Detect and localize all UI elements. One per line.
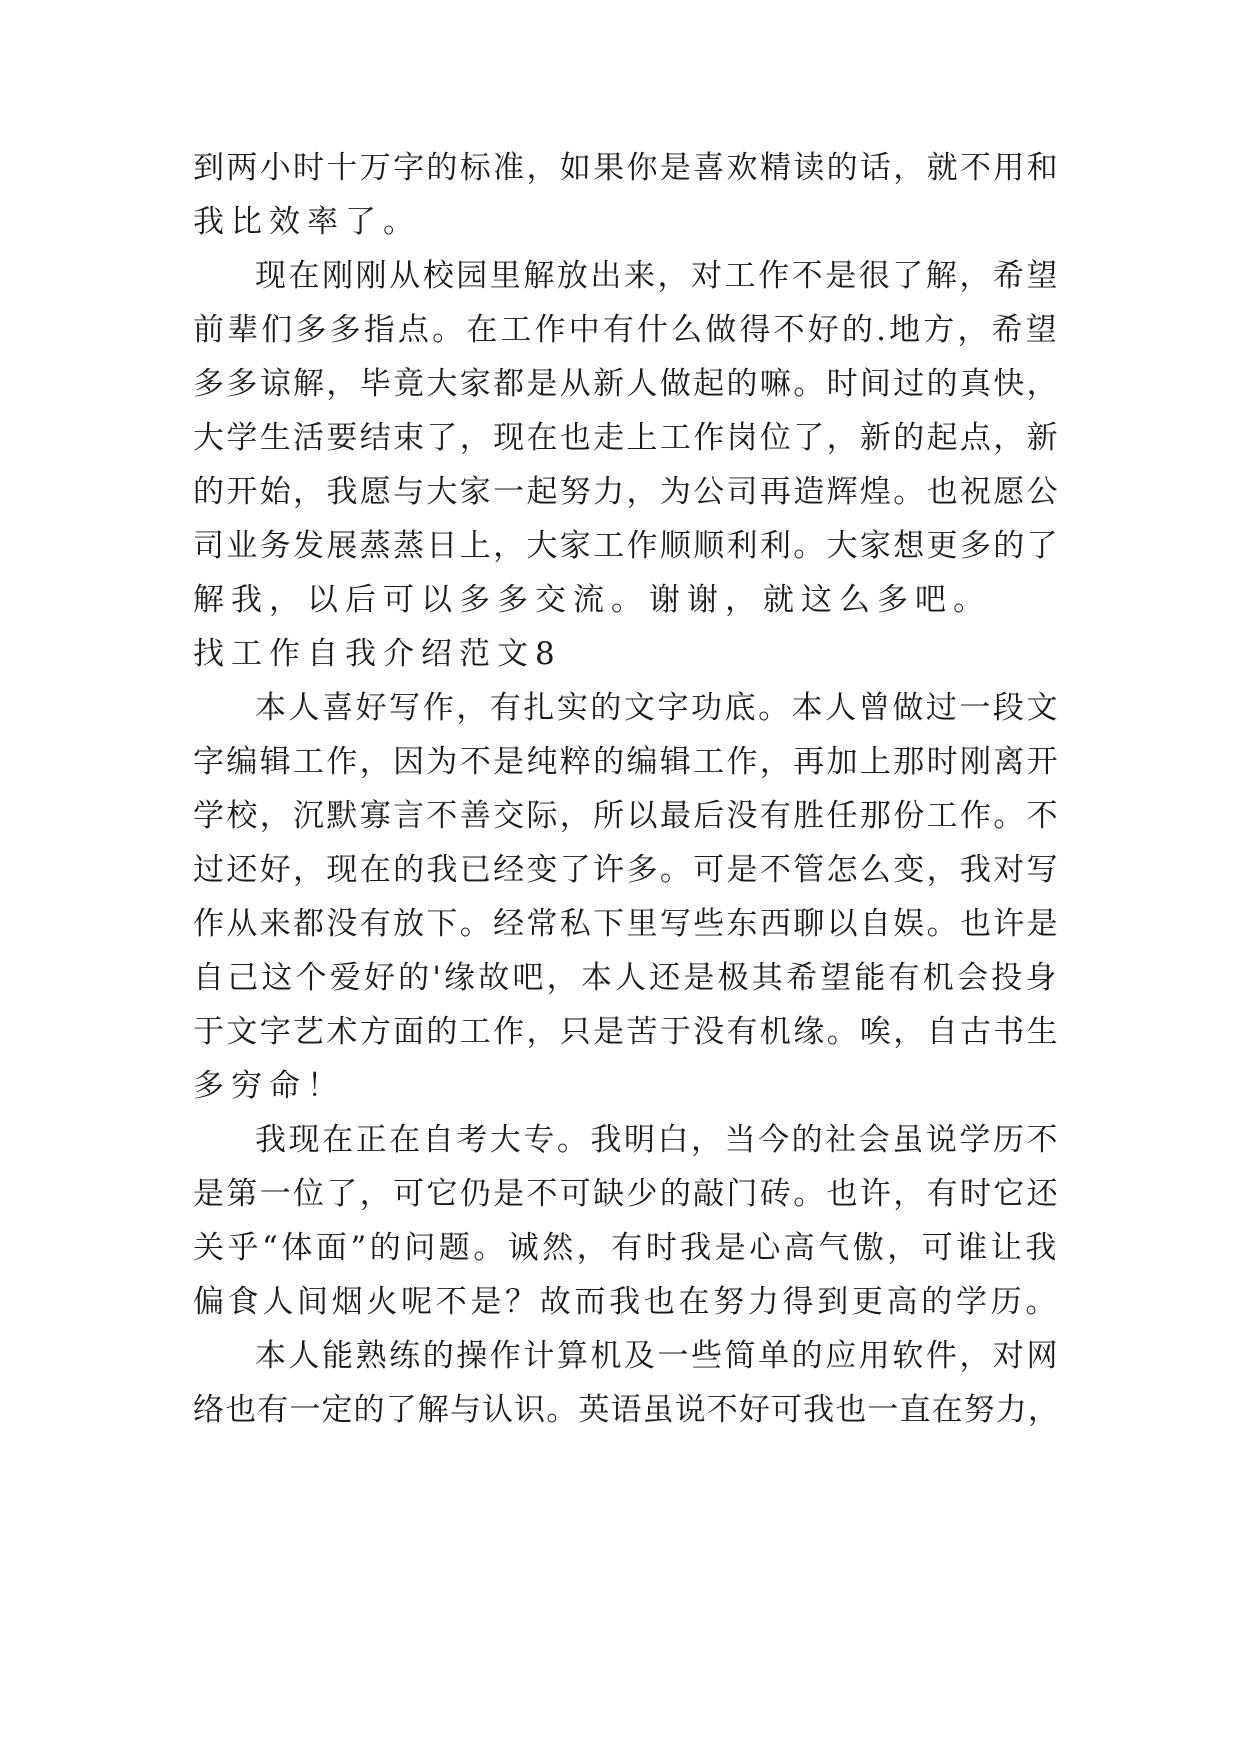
text-line: 的开始，我愿与大家一起努力，为公司再造辉煌。也祝愿公 bbox=[193, 474, 1060, 510]
text-line: 字编辑工作，因为不是纯粹的编辑工作，再加上那时刚离开 bbox=[193, 744, 1060, 780]
paragraph-first-line: 本人喜好写作，有扎实的文字功底。本人曾做过一段文 bbox=[255, 690, 1060, 726]
text-line: 解我，以后可以多多交流。谢谢，就这么多吧。 bbox=[193, 582, 991, 618]
text-line: 关乎“体面”的问题。诚然，有时我是心高气傲，可谁让我 bbox=[193, 1230, 1060, 1266]
text-line: 多穷命！ bbox=[193, 1068, 345, 1104]
text-line: 学校，沉默寡言不善交际，所以最后没有胜任那份工作。不 bbox=[193, 798, 1060, 834]
text-line: 到两小时十万字的标准，如果你是喜欢精读的话，就不用和 bbox=[193, 150, 1060, 186]
text-line: 络也有一定的了解与认识。英语虽说不好可我也一直在努力， bbox=[193, 1392, 1060, 1428]
text-line: 过还好，现在的我已经变了许多。可是不管怎么变，我对写 bbox=[193, 852, 1060, 888]
text-line: 多多谅解，毕竟大家都是从新人做起的嘛。时间过的真快， bbox=[193, 366, 1060, 402]
text-line: 司业务发展蒸蒸日上，大家工作顺顺利利。大家想更多的了 bbox=[193, 528, 1060, 564]
paragraph-first-line: 本人能熟练的操作计算机及一些简单的应用软件，对网 bbox=[255, 1338, 1060, 1374]
text-line: 前辈们多多指点。在工作中有什么做得不好的.地方，希望 bbox=[193, 312, 1060, 348]
text-line: 偏食人间烟火呢不是？故而我也在努力得到更高的学历。 bbox=[193, 1284, 1060, 1320]
section-heading: 找工作自我介绍范文8 bbox=[193, 636, 562, 672]
text-line: 自己这个爱好的'缘故吧，本人还是极其希望能有机会投身 bbox=[193, 960, 1060, 996]
text-line: 大学生活要结束了，现在也走上工作岗位了，新的起点，新 bbox=[193, 420, 1060, 456]
paragraph-first-line: 现在刚刚从校园里解放出来，对工作不是很了解，希望 bbox=[255, 258, 1060, 294]
paragraph-first-line: 我现在正在自考大专。我明白，当今的社会虽说学历不 bbox=[255, 1122, 1060, 1158]
text-line: 是第一位了，可它仍是不可缺少的敲门砖。也许，有时它还 bbox=[193, 1176, 1060, 1212]
text-line: 于文字艺术方面的工作，只是苦于没有机缘。唉，自古书生 bbox=[193, 1014, 1060, 1050]
text-line: 我比效率了。 bbox=[193, 204, 421, 240]
text-line: 作从来都没有放下。经常私下里写些东西聊以自娱。也许是 bbox=[193, 906, 1060, 942]
